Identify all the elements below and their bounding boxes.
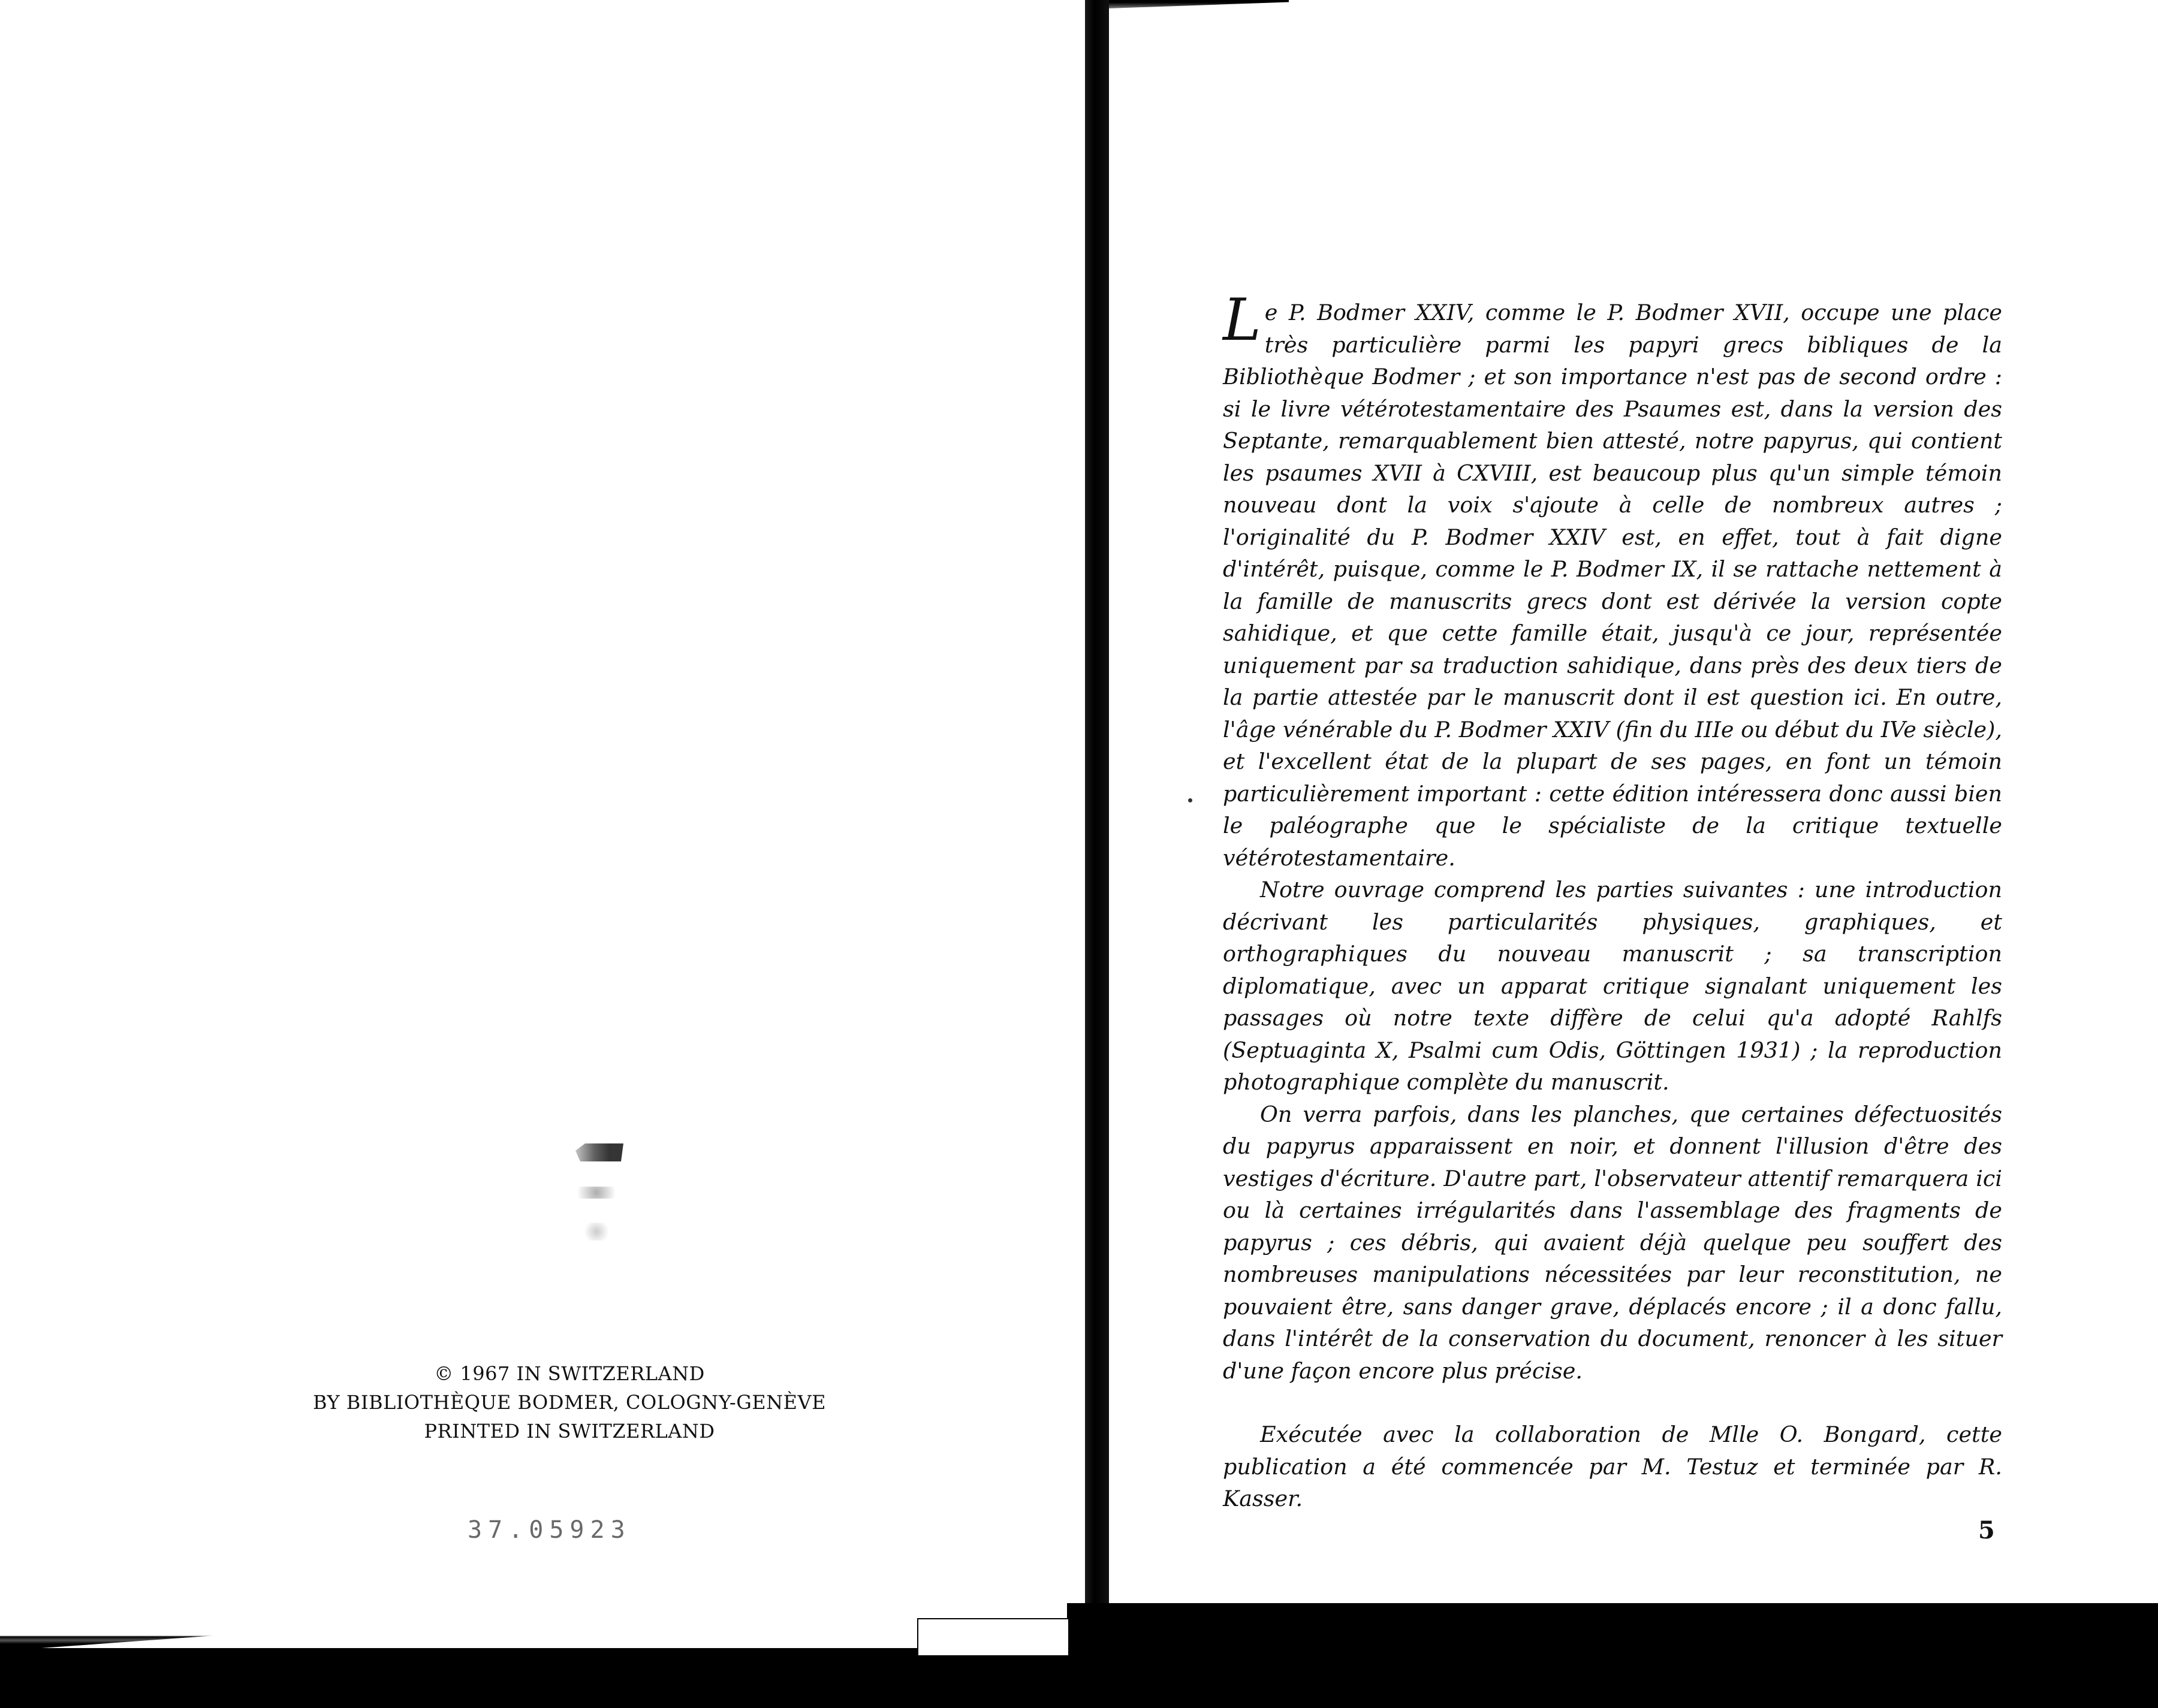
- page-number: 5: [1978, 1516, 1995, 1544]
- copyright-imprint: [288, 1359, 851, 1446]
- gutter-shadow: [1085, 0, 1109, 1708]
- paragraph-1-text: e P. Bodmer XXIV, comme le P. Bodmer XVII, occupe une place très particulière parmi les papyri grecs bibliques de la Bibliothèque Bodmer ; et son importance n'est pas de second ordre : si le livre vétérotestamentaire des Psaumes est, dans la version des Septante, remarquablement bien attesté, notre papyrus, qui contient les psaumes XVII à CXVIII, est beaucoup plus qu'un simple témoin nouveau dont la voix s'ajoute à celle de nombreux autres ; l'originalité du P. Bodmer XXIV est, en effet, tout à fait digne d'intérêt, puisque, comme le P. Bodmer IX, il se rattache nettement à la famille de manuscrits grecs dont est dérivée la version copte sahidique, et que cette famille était, jusqu'à ce jour, représentée uniquement par sa traduction sahidique, dans près des deux tiers de la partie attestée par le manuscrit dont il est question ici. En outre, l'âge vénérable du P. Bodmer XXIV (fin du IIIe ou début du IVe siècle), et l'excellent état de la plupart de ses pages, en font un témoin particulièrement important : cette édition intéressera donc aussi bien le paléographe que le spécialiste de la critique textuelle vétérotestamentaire.: [1223, 300, 2002, 871]
- credit-paragraph: Exécutée avec la collaboration de Mlle O. Bongard, cette publication a été commencée par M. Testuz et terminée par R. Kasser.: [1223, 1422, 2002, 1511]
- imprint-line-1: © 1967 IN SWITZERLAND: [434, 1362, 705, 1385]
- imprint-line-2: BY BIBLIOTHÈQUE BODMER, COLOGNY-GENÈVE: [313, 1391, 826, 1414]
- imprint-line-3: PRINTED IN SWITZERLAND: [424, 1420, 715, 1443]
- preface-text: [1223, 286, 2002, 1515]
- paragraph-1: [1223, 286, 2002, 874]
- margin-dot: [1188, 798, 1192, 802]
- paragraph-2: Notre ouvrage comprend les parties suivantes : une introduction décrivant les particularités physiques, graphiques, et orthographiques du nouveau manuscrit ; sa transcription diplomatique, avec un apparat critique signalant uniquement les passages où notre texte diffère de celui qu'a adopté Rahlfs (Septuaginta X, Psalmi cum Odis, Göttingen 1931) ; la reproduction photographique complète du manuscrit.: [1223, 877, 2002, 1095]
- page-tab: [917, 1618, 1069, 1655]
- scan-bottom-edge-right: [1067, 1603, 2158, 1708]
- catalog-number: 37.05923: [468, 1516, 631, 1544]
- library-stamp: [557, 1139, 677, 1259]
- paragraph-3: On verra parfois, dans les planches, que certaines défectuosités du papyrus apparaissent en noir, et donnent l'illusion d'être des vestiges d'écriture. D'autre part, l'observateur attentif remarquera ici ou là certaines irrégularités dans l'assemblage des fragments de papyrus ; ces débris, qui avaient déjà quelque peu souffert des nombreuses manipulations nécessitées par leur reconstitution, ne pouvaient être, sans danger grave, déplacés encore ; il a donc fallu, dans l'intérêt de la conservation du document, renoncer à les situer d'une façon encore plus précise.: [1223, 1101, 2002, 1384]
- drop-cap: L: [1223, 286, 1261, 354]
